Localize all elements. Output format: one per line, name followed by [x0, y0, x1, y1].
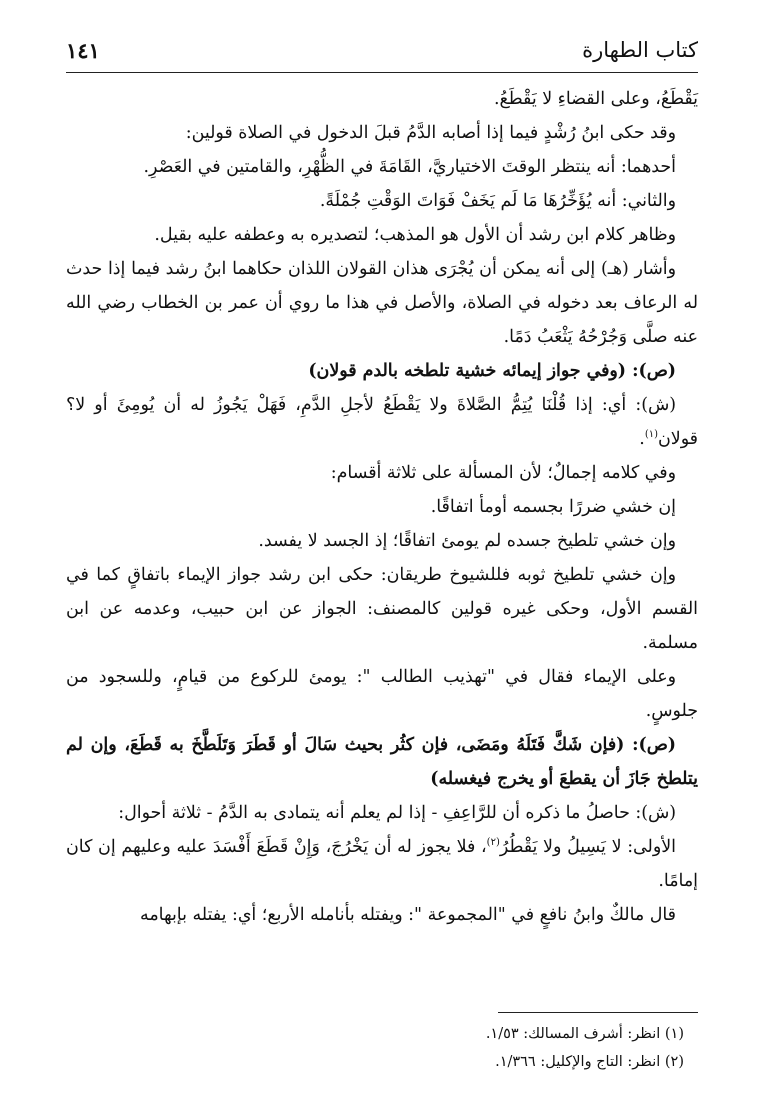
- paragraph-text: وعلى الإيماء فقال في "تهذيب الطالب ": يومئ للركوع من قيامٍ، وللسجود من جلوسٍ.: [66, 667, 698, 721]
- bold-paragraph: [66, 354, 698, 388]
- paragraph: [66, 252, 698, 354]
- page-header: [66, 32, 698, 73]
- paragraph-text: وإن خشي تلطيخ جسده لم يومئ اتفاقًا؛ إذ الجسد لا يفسد.: [258, 531, 676, 551]
- paragraph-text: وفي كلامه إجمالٌ؛ لأن المسألة على ثلاثة أقسام:: [330, 463, 676, 483]
- paragraph: [66, 388, 698, 456]
- paragraph: [66, 116, 698, 150]
- paragraph: [66, 150, 698, 184]
- paragraph: [66, 490, 698, 524]
- paragraph-text: يَقْطَعُ، وعلى القضاءِ لا يَقْطَعُ.: [493, 89, 698, 109]
- footnotes: [66, 1020, 698, 1076]
- body-text: [66, 82, 698, 932]
- bold-paragraph: [66, 728, 698, 796]
- paragraph-text: (ش): أي: إذا قُلْنَا يُتِمُّ الصَّلاةَ ولا يَقْطَعُ لأجلِ الدَّمِ، فَهَلْ يَجُوزُ له أن يُومِئَ أو لا؟ قولان: [66, 395, 698, 449]
- footnote-reference: (١): [644, 429, 658, 441]
- paragraph-text: وظاهر كلام ابن رشد أن الأول هو المذهب؛ لتصديره به وعطفه عليه بقيل.: [154, 225, 676, 245]
- footnote: (١) انظر: أشرف المسالك: ١/٥٣.: [485, 1026, 684, 1042]
- chapter-title: كتاب الطهارة: [582, 38, 698, 62]
- paragraph-text: والثاني: أنه يُؤَخِّرُهَا مَا لَم يَخَفْ فَوَاتَ الوَقْتِ جُمْلَةً.: [319, 191, 676, 211]
- paragraph-text: وإن خشي تلطيخ ثوبه فللشيوخ طريقان: حكى ابن رشد جواز الإيماء باتفاقٍ كما في القسم الأول، وحكى غيره قولين كالمصنف: الجواز عن ابن حبيب، وعدمه عن ابن مسلمة.: [66, 565, 698, 653]
- paragraph-text-continued: .: [639, 429, 645, 449]
- paragraph-text: إن خشي ضررًا بجسمه أومأ اتفاقًا.: [430, 497, 676, 517]
- page-number: ١٤١: [66, 38, 100, 63]
- footnote-divider: [498, 1012, 698, 1013]
- paragraph-text-continued: ، فلا يجوز له أن يَخْرُجَ، وَإِنْ قَطَعَ أَفْسَدَ عليه وعليهم إن كان إمامًا.: [66, 837, 698, 891]
- paragraph-text: الأولى: لا يَسِيلُ ولا يَقْطُرُ: [499, 837, 676, 857]
- footnote: (٢) انظر: التاج والإكليل: ١/٣٦٦.: [495, 1054, 684, 1070]
- paragraph-text: (ص): (فإن شَكَّ فَتَلَهُ ومَضَى، فإن كثُر بحيث سَالَ أو قَطَرَ وَتَلَطَّخَ به قَطَعَ، وإن لم يتلطخ جَازَ أن يقطعَ أو يخرج فيغسله): [66, 735, 698, 789]
- paragraph: [66, 830, 698, 898]
- paragraph: [66, 524, 698, 558]
- paragraph-text: وقد حكى ابنُ رُشْدٍ فيما إذا أصابه الدَّمُ قبلَ الدخول في الصلاة قولين:: [185, 123, 676, 143]
- paragraph: [66, 456, 698, 490]
- paragraph: [66, 184, 698, 218]
- paragraph: [66, 218, 698, 252]
- paragraph-text: (ص): (وفي جواز إيمائه خشية تلطخه بالدم قولان): [308, 361, 676, 381]
- paragraph: [66, 558, 698, 660]
- paragraph: [66, 82, 698, 116]
- paragraph-text: وأشار (هـ) إلى أنه يمكن أن يُجْرَى هذان القولان اللذان حكاهما ابنُ رشد فيما إذا حدث له الرعاف بعد دخوله في الصلاة، والأصل في هذا ما روي أن عمر بن الخطاب رضي الله عنه صلَّى وَجُرْحُهُ يَثْعَبُ دَمًا.: [66, 259, 698, 347]
- paragraph-text: قال مالكٌ وابنُ نافعٍ في "المجموعة ": ويفتله بأنامله الأربع؛ أي: يفتله بإبهامه: [140, 905, 676, 925]
- paragraph: [66, 796, 698, 830]
- footnote-reference: (٢): [486, 837, 500, 849]
- paragraph-text: أحدهما: أنه ينتظر الوقتَ الاختياريَّ، القَامَةَ في الظُّهْرِ، والقامتين في العَصْرِ.: [143, 157, 676, 177]
- paragraph: [66, 660, 698, 728]
- paragraph: [66, 898, 698, 932]
- paragraph-text: (ش): حاصلُ ما ذكره أن للرَّاعِفِ - إذا لم يعلم أنه يتمادى به الدَّمُ - ثلاثة أحوال:: [118, 803, 676, 823]
